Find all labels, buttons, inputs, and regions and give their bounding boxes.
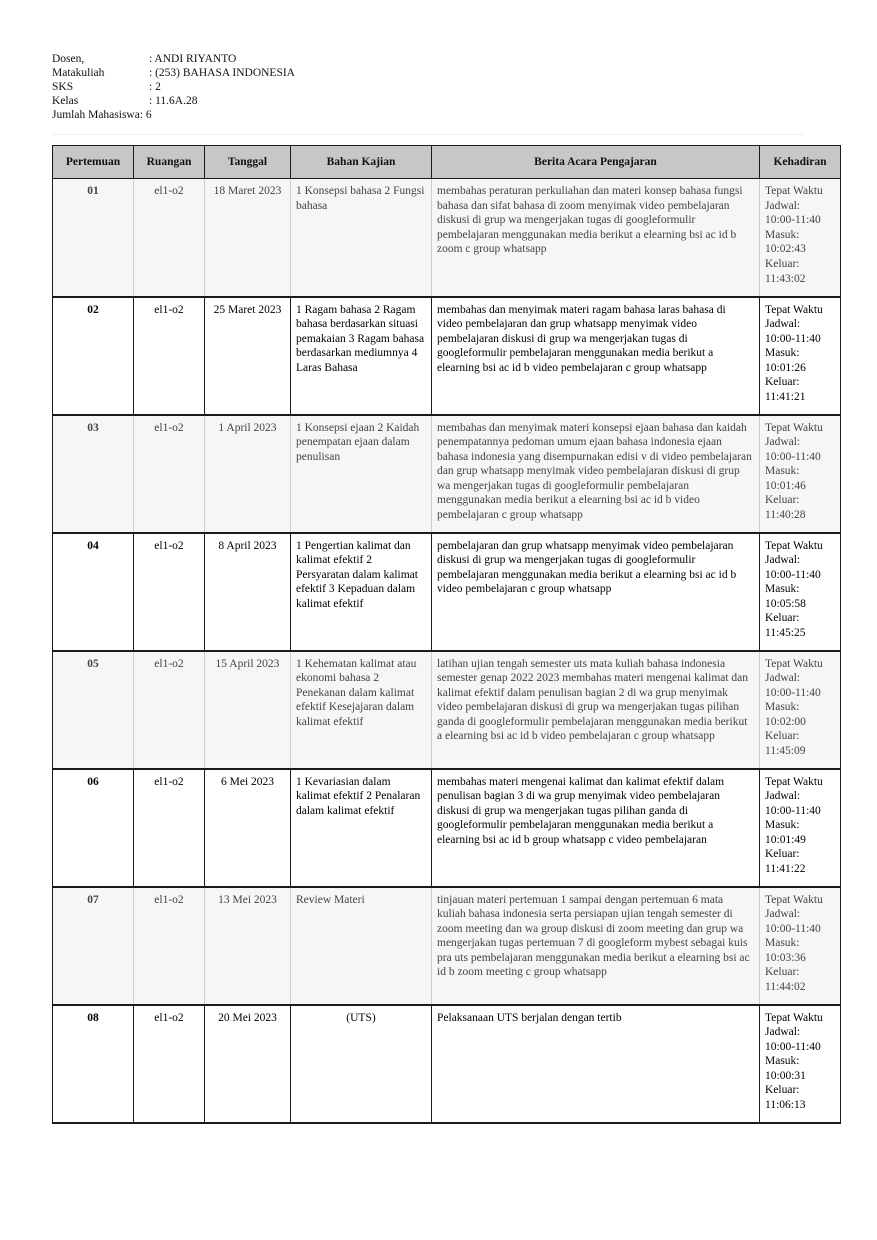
- pertemuan-cell: 02: [53, 297, 134, 415]
- jadwal-label: Jadwal:: [765, 790, 801, 803]
- jadwal-label: Jadwal:: [765, 554, 801, 567]
- keluar-value: 11:43:02: [765, 272, 806, 285]
- jadwal-value: 10:00-11:40: [765, 686, 821, 699]
- jadwal-value: 10:00-11:40: [765, 450, 821, 463]
- pertemuan-cell: 06: [53, 769, 134, 887]
- keluar-value: 11:40:28: [765, 509, 806, 522]
- table-row: [53, 1005, 841, 1123]
- masuk-value: 10:01:49: [765, 833, 806, 846]
- keluar-value: 11:41:22: [765, 863, 806, 876]
- pertemuan-cell: 05: [53, 651, 134, 769]
- dosen-value: : ANDI RIYANTO: [149, 53, 237, 65]
- masuk-value: 10:03:36: [765, 951, 806, 964]
- jumlah-value: : 6: [139, 109, 152, 121]
- bahan-kajian-cell: 1 Kevariasian dalam kalimat efektif 2 Penalaran dalam kalimat efektif: [291, 769, 432, 887]
- matakuliah-row: [52, 66, 804, 80]
- jadwal-value: 10:00-11:40: [765, 922, 821, 935]
- tanggal-cell: 15 April 2023: [205, 651, 291, 769]
- jadwal-label: Jadwal:: [765, 1026, 801, 1039]
- table-row: [53, 769, 841, 887]
- kehadiran-cell: [760, 887, 841, 1005]
- keluar-label: Keluar:: [765, 966, 800, 979]
- pertemuan-cell: 07: [53, 887, 134, 1005]
- pertemuan-cell: 01: [53, 179, 134, 297]
- sks-row: [52, 80, 804, 94]
- table-row: [53, 179, 841, 297]
- keluar-value: 11:45:25: [765, 627, 806, 640]
- column-header-bahan-kajian: Bahan Kajian: [291, 146, 432, 179]
- dosen-row: [52, 52, 804, 66]
- ruangan-cell: el1-o2: [134, 769, 205, 887]
- jadwal-label: Jadwal:: [765, 436, 801, 449]
- masuk-label: Masuk:: [765, 465, 800, 478]
- ruangan-cell: el1-o2: [134, 1005, 205, 1123]
- status-text: Tepat Waktu: [765, 185, 823, 197]
- tanggal-cell: 18 Maret 2023: [205, 179, 291, 297]
- pertemuan-cell: 04: [53, 533, 134, 651]
- matakuliah-label: Matakuliah: [52, 67, 105, 79]
- jadwal-label: Jadwal:: [765, 199, 801, 212]
- keluar-value: 11:06:13: [765, 1099, 806, 1112]
- jadwal-value: 10:00-11:40: [765, 804, 821, 817]
- ruangan-cell: el1-o2: [134, 179, 205, 297]
- jumlah-label: Jumlah Mahasiswa: [52, 109, 140, 121]
- ruangan-cell: el1-o2: [134, 415, 205, 533]
- sks-label: SKS: [52, 81, 74, 93]
- table-row: [53, 651, 841, 769]
- table-row: [53, 533, 841, 651]
- attendance-table: [52, 145, 841, 1124]
- masuk-label: Masuk:: [765, 819, 800, 832]
- berita-acara-cell: membahas dan menyimak materi ragam bahasa laras bahasa di video pembelajaran dan grup whatsapp menyimak video pembelajaran diskusi di grup wa mengerjakan tugas di googleformulir pembelajaran menggunakan media berikut a elearning bsi ac id b video pembelajaran c group whatsapp: [432, 297, 760, 415]
- bahan-kajian-cell: 1 Ragam bahasa 2 Ragam bahasa berdasarkan situasi pemakaian 3 Ragam bahasa berdasarkan mediumnya 4 Laras Bahasa: [291, 297, 432, 415]
- pertemuan-cell: 03: [53, 415, 134, 533]
- masuk-label: Masuk:: [765, 937, 800, 950]
- tanggal-cell: 20 Mei 2023: [205, 1005, 291, 1123]
- pertemuan-cell: 08: [53, 1005, 134, 1123]
- column-header-tanggal: Tanggal: [205, 146, 291, 179]
- table-row: [53, 415, 841, 533]
- status-text: Tepat Waktu: [765, 539, 823, 552]
- ruangan-cell: el1-o2: [134, 887, 205, 1005]
- tanggal-cell: 13 Mei 2023: [205, 887, 291, 1005]
- table-row: [53, 887, 841, 1005]
- bahan-kajian-cell: Review Materi: [291, 887, 432, 1005]
- kehadiran-cell: [760, 179, 841, 297]
- kehadiran-cell: [760, 533, 841, 651]
- berita-acara-cell: membahas peraturan perkuliahan dan materi konsep bahasa fungsi bahasa dan sifat bahasa di zoom menyimak video pembelajaran diskusi di grup wa mengerjakan tugas di googleformulir pembelajaran menggunakan media berikut a elearning bsi ac id b zoom c group whatsapp: [432, 179, 760, 297]
- jadwal-label: Jadwal:: [765, 672, 801, 685]
- kelas-value: : 11.6A.28: [149, 95, 198, 107]
- berita-acara-cell: membahas dan menyimak materi konsepsi ejaan bahasa dan kaidah penempatannya pedoman umum ejaan bahasa indonesia ejaan bahasa indonesia yang disempurnakan edisi v di video pembelajaran dan grup whatsapp menyimak video pembelajaran diskusi di grup wa mengerjakan tugas di googleformulir pembelajaran menggunakan media berikut a elearning bsi ac id b video pembelajaran c group whatsapp: [432, 415, 760, 533]
- kehadiran-cell: [760, 415, 841, 533]
- matakuliah-value: : (253) BAHASA INDONESIA: [149, 67, 295, 79]
- masuk-value: 10:00:31: [765, 1069, 806, 1082]
- tanggal-cell: 1 April 2023: [205, 415, 291, 533]
- tanggal-cell: 6 Mei 2023: [205, 769, 291, 887]
- masuk-label: Masuk:: [765, 701, 800, 714]
- keluar-label: Keluar:: [765, 848, 800, 861]
- masuk-value: 10:05:58: [765, 597, 806, 610]
- masuk-value: 10:02:00: [765, 715, 806, 728]
- kelas-label: Kelas: [52, 95, 79, 107]
- column-header-ruangan: Ruangan: [134, 146, 205, 179]
- kehadiran-cell: [760, 651, 841, 769]
- jadwal-value: 10:00-11:40: [765, 214, 821, 227]
- keluar-label: Keluar:: [765, 376, 800, 389]
- ruangan-cell: el1-o2: [134, 533, 205, 651]
- masuk-label: Masuk:: [765, 228, 800, 241]
- sks-value: : 2: [149, 81, 161, 93]
- keluar-value: 11:41:21: [765, 391, 806, 404]
- keluar-label: Keluar:: [765, 257, 800, 270]
- tanggal-cell: 25 Maret 2023: [205, 297, 291, 415]
- jadwal-label: Jadwal:: [765, 908, 801, 921]
- bahan-kajian-cell: 1 Konsepsi ejaan 2 Kaidah penempatan ejaan dalam penulisan: [291, 415, 432, 533]
- kelas-row: [52, 94, 804, 108]
- status-text: Tepat Waktu: [765, 303, 823, 316]
- kehadiran-cell: [760, 297, 841, 415]
- status-text: Tepat Waktu: [765, 775, 823, 788]
- keluar-label: Keluar:: [765, 1084, 800, 1097]
- table-header-row: [53, 146, 841, 179]
- berita-acara-cell: tinjauan materi pertemuan 1 sampai dengan pertemuan 6 mata kuliah bahasa indonesia serta persiapan ujian tengah semester di zoom meeting dan wa group diskusi di zoom meeting dan grup wa mengerjakan tugas pertemuan 7 di googleform mybest sebagai kuis pra uts pembelajaran menggunakan media berikut a elearning bsi ac id b zoom meeting c group whatsapp: [432, 887, 760, 1005]
- column-header-berita-acara: Berita Acara Pengajaran: [432, 146, 760, 179]
- keluar-value: 11:45:09: [765, 745, 806, 758]
- keluar-label: Keluar:: [765, 730, 800, 743]
- column-header-kehadiran: Kehadiran: [760, 146, 841, 179]
- ruangan-cell: el1-o2: [134, 297, 205, 415]
- keluar-label: Keluar:: [765, 612, 800, 625]
- status-text: Tepat Waktu: [765, 421, 823, 434]
- masuk-label: Masuk:: [765, 583, 800, 596]
- masuk-value: 10:01:26: [765, 361, 806, 374]
- masuk-label: Masuk:: [765, 1055, 800, 1068]
- berita-acara-cell: latihan ujian tengah semester uts mata kuliah bahasa indonesia semester genap 2022 2023 membahas materi mengenai kalimat dan kalimat efektif dalam penulisan bagian 2 di wa grup menyimak video pembelajaran diskusi di grup wa mengerjakan tugas pilihan ganda di googleformulir pembelajaran menggunakan media berikut a elearning bsi ac id b video pembelajaran c group whatsapp: [432, 651, 760, 769]
- kehadiran-cell: [760, 1005, 841, 1123]
- bahan-kajian-cell: 1 Kehematan kalimat atau ekonomi bahasa 2 Penekanan dalam kalimat efektif Kesejajaran dalam kalimat efektif: [291, 651, 432, 769]
- berita-acara-cell: Pelaksanaan UTS berjalan dengan tertib: [432, 1005, 760, 1123]
- jumlah-row: [52, 108, 804, 122]
- status-text: Tepat Waktu: [765, 893, 823, 906]
- status-text: Tepat Waktu: [765, 657, 823, 670]
- kehadiran-cell: [760, 769, 841, 887]
- berita-acara-cell: pembelajaran dan grup whatsapp menyimak video pembelajaran diskusi di grup wa mengerjakan tugas di googleformulir pembelajaran menggunakan media berikut a elearning bsi ac id b video pembelajaran c group whatsapp: [432, 533, 760, 651]
- jadwal-value: 10:00-11:40: [765, 332, 821, 345]
- bahan-kajian-cell: 1 Pengertian kalimat dan kalimat efektif 2 Persyaratan dalam kalimat efektif 3 Kepaduan dalam kalimat efektif: [291, 533, 432, 651]
- jadwal-label: Jadwal:: [765, 318, 801, 331]
- tanggal-cell: 8 April 2023: [205, 533, 291, 651]
- course-info-header: [52, 52, 804, 135]
- bahan-kajian-cell: (UTS): [291, 1005, 432, 1123]
- status-text: Tepat Waktu: [765, 1011, 823, 1024]
- table-row: [53, 297, 841, 415]
- column-header-pertemuan: Pertemuan: [53, 146, 134, 179]
- jadwal-value: 10:00-11:40: [765, 568, 821, 581]
- keluar-value: 11:44:02: [765, 981, 806, 994]
- keluar-label: Keluar:: [765, 494, 800, 507]
- masuk-value: 10:01:46: [765, 479, 806, 492]
- dosen-label: Dosen,: [52, 53, 85, 65]
- masuk-label: Masuk:: [765, 347, 800, 360]
- jadwal-value: 10:00-11:40: [765, 1040, 821, 1053]
- masuk-value: 10:02:43: [765, 243, 806, 256]
- bahan-kajian-cell: 1 Konsepsi bahasa 2 Fungsi bahasa: [291, 179, 432, 297]
- berita-acara-cell: membahas materi mengenai kalimat dan kalimat efektif dalam penulisan bagian 3 di wa grup menyimak video pembelajaran diskusi di grup wa mengerjakan tugas pilihan ganda di googleformulir pembelajaran menggunakan media berikut a elearning bsi ac id b group whatsapp c video pembelajaran: [432, 769, 760, 887]
- ruangan-cell: el1-o2: [134, 651, 205, 769]
